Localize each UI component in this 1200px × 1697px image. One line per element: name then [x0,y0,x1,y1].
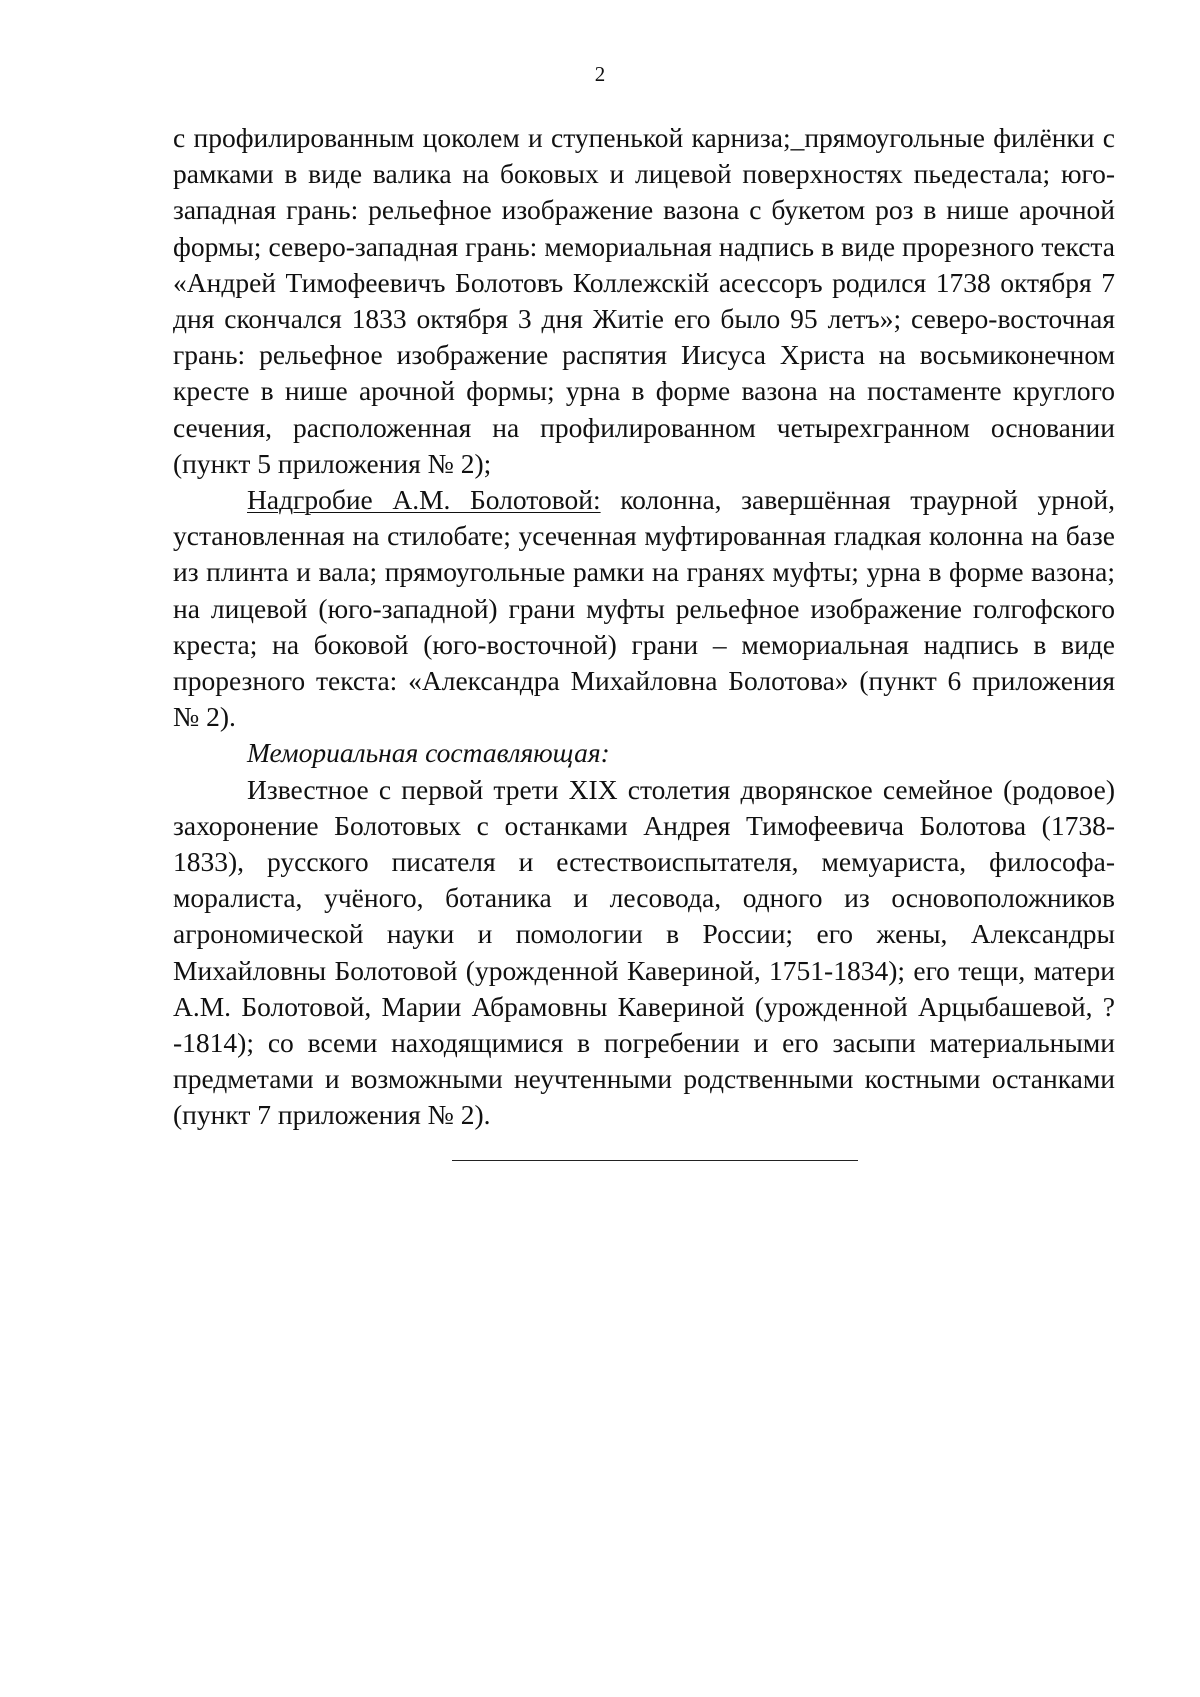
paragraph-memorial-description: Известное с первой трети XIX столетия дворянское семейное (родовое) захоронение Болотовых с останками Андрея Тимофеевича Болотова (1738-1833), русского писателя и естествоиспытателя, мемуариста, философа-моралиста, учёного, ботаника и лесовода, одного из основоположников агрономической науки и помологии в России; его жены, Александры Михайловны Болотовой (урожденной Кавериной, 1751-1834); его тещи, матери А.М. Болотовой, Марии Абрамовны Кавериной (урожденной Арцыбашевой, ?-1814); со всеми находящимися в погребении и его засыпи материальными предметами и возможными неучтенными родственными костными останками (пункт 7 приложения № 2). [173,773,1115,1131]
end-separator-line [452,1160,858,1161]
paragraph-monument-description: с профилированным цоколем и ступенькой карниза;_прямоугольные филёнки с рамками в виде валика на боковых и лицевой поверхностях пьедестала; юго-западная грань: рельефное изображение вазона с букетом роз в нише арочной формы; северо-западная грань: мемориальная надпись в виде прорезного текста «Андрей Тимофеевичъ Болотовъ Коллежскiй асессоръ родился 1738 октября 7 дня скончался 1833 октября 3 дня Житiе его было 95 летъ»; северо-восточная грань: рельефное изображение распятия Иисуса Христа на восьмиконечном кресте в нише арочной формы; урна в форме вазона на постаменте круглого сечения, расположенная на профилированном четырехгранном основании (пункт 5 приложения № 2); [173,122,1115,479]
paragraph-tombstone-bolotova [173,482,1115,735]
document-body [173,120,1115,1134]
tombstone-heading: Надгробие А.М. Болотовой: [247,484,601,516]
memorial-heading: Мемориальная составляющая: [247,737,610,769]
tombstone-description: колонна, завершённая траурной урной, установленная на стилобате; усеченная муфтированная гладкая колонна на базе из плинта и вала; прямоугольные рамки на гранях муфты; урна в форме вазона; на лицевой (юго-западной) грани муфты рельефное изображение голгофского креста; на боковой (юго-восточной) грани – мемориальная надпись в виде прорезного текста: «Александра Михайловна Болотова» (пункт 6 приложения № 2). [173,484,1115,733]
page-number: 2 [594,62,606,86]
